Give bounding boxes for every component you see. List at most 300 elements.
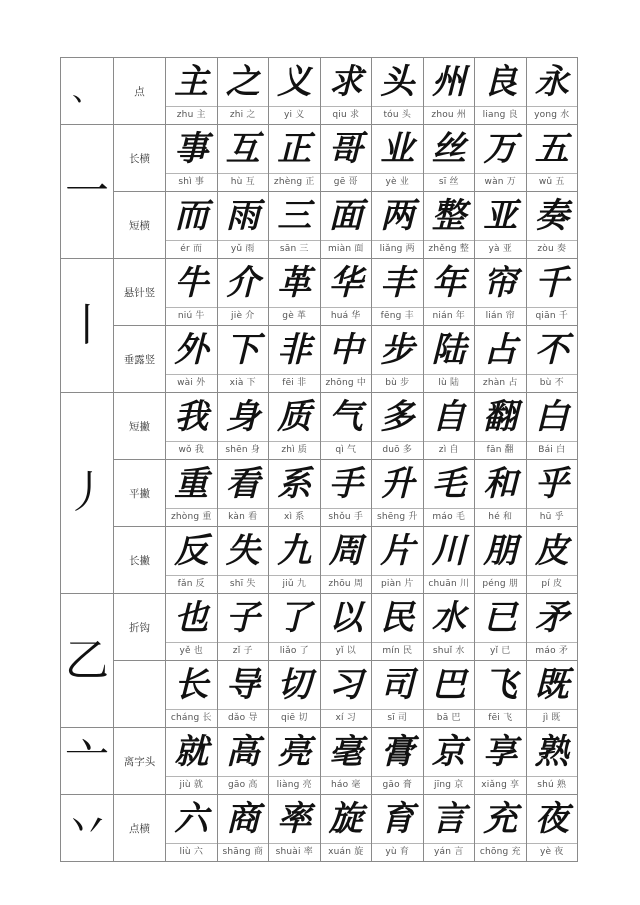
pinyin-label: zhu 主 — [166, 106, 217, 124]
character-box — [527, 326, 578, 392]
character-box — [321, 259, 372, 325]
pinyin-label: niú 牛 — [166, 307, 217, 325]
character-box — [269, 460, 320, 526]
character-cell — [423, 125, 475, 192]
table-row — [61, 393, 578, 460]
character-cell — [217, 795, 269, 862]
example-character: 不 — [534, 330, 569, 370]
pinyin-label: liù 六 — [166, 843, 217, 861]
example-character: 我 — [174, 397, 209, 437]
character-cell — [526, 460, 578, 527]
example-character: 巴 — [431, 665, 466, 705]
pinyin-label: cháng 长 — [166, 709, 217, 727]
character-cell — [372, 795, 424, 862]
pinyin-label: liàng 亮 — [269, 776, 320, 794]
pinyin-label: zòu 奏 — [527, 240, 578, 258]
example-character: 永 — [534, 62, 569, 102]
example-character: 牛 — [174, 263, 209, 303]
example-character: 充 — [483, 799, 518, 839]
character-box — [269, 393, 320, 459]
pinyin-label: qiē 切 — [269, 709, 320, 727]
example-character: 子 — [225, 598, 260, 638]
pinyin-label: xià 下 — [218, 374, 269, 392]
character-cell — [269, 393, 321, 460]
character-box — [166, 594, 217, 660]
pinyin-label: lián 帘 — [475, 307, 526, 325]
stroke-type-label: 长撇 — [114, 527, 166, 594]
character-box — [424, 192, 475, 258]
example-character: 手 — [328, 464, 363, 504]
character-cell — [269, 326, 321, 393]
example-character: 而 — [174, 196, 209, 236]
character-cell — [475, 393, 527, 460]
character-cell — [372, 594, 424, 661]
example-character: 良 — [483, 62, 518, 102]
character-box — [475, 728, 526, 794]
pinyin-label: xí 习 — [321, 709, 372, 727]
example-character: 和 — [483, 464, 518, 504]
example-character: 言 — [431, 799, 466, 839]
pinyin-label: bā 巴 — [424, 709, 475, 727]
example-character: 互 — [225, 129, 260, 169]
pinyin-label: zhi 之 — [218, 106, 269, 124]
pinyin-label: yán 言 — [424, 843, 475, 861]
pinyin-label: wàn 万 — [475, 173, 526, 191]
example-character: 革 — [277, 263, 312, 303]
example-character: 以 — [328, 598, 363, 638]
character-box — [372, 527, 423, 593]
character-cell — [217, 326, 269, 393]
character-box — [218, 192, 269, 258]
character-cell — [269, 728, 321, 795]
table-row — [61, 527, 578, 594]
character-box — [372, 192, 423, 258]
example-character: 下 — [225, 330, 260, 370]
example-character: 义 — [277, 62, 312, 102]
example-character: 毛 — [431, 464, 466, 504]
pinyin-label: qiu 求 — [321, 106, 372, 124]
character-cell — [372, 192, 424, 259]
character-cell — [320, 326, 372, 393]
example-character: 川 — [431, 531, 466, 571]
character-box — [166, 192, 217, 258]
pinyin-label: shēn 身 — [218, 441, 269, 459]
character-cell — [475, 460, 527, 527]
pinyin-label: yè 夜 — [527, 843, 578, 861]
pinyin-label: zhì 质 — [269, 441, 320, 459]
character-box — [218, 393, 269, 459]
character-cell — [526, 125, 578, 192]
character-box — [424, 527, 475, 593]
table-row — [61, 795, 578, 862]
character-cell — [423, 259, 475, 326]
character-cell — [269, 527, 321, 594]
character-box — [372, 125, 423, 191]
pinyin-label: mín 民 — [372, 642, 423, 660]
pinyin-label: yè 业 — [372, 173, 423, 191]
character-box — [527, 259, 578, 325]
example-character: 雨 — [225, 196, 260, 236]
pinyin-label: liǎo 了 — [269, 642, 320, 660]
pinyin-label: gāo 高 — [218, 776, 269, 794]
example-character: 了 — [277, 598, 312, 638]
pinyin-label: jiè 介 — [218, 307, 269, 325]
character-cell — [423, 527, 475, 594]
stroke-type-label: 垂露竖 — [114, 326, 166, 393]
example-character: 飞 — [483, 665, 518, 705]
character-box — [166, 393, 217, 459]
example-character: 商 — [225, 799, 260, 839]
character-box — [372, 326, 423, 392]
example-character: 州 — [431, 62, 466, 102]
character-box — [218, 594, 269, 660]
stroke-type-label: 短撇 — [114, 393, 166, 460]
pinyin-label: zhòng 重 — [166, 508, 217, 526]
character-cell — [217, 594, 269, 661]
character-cell — [217, 460, 269, 527]
character-cell — [269, 460, 321, 527]
character-cell — [217, 125, 269, 192]
character-cell — [475, 58, 527, 125]
pinyin-label: shuài 率 — [269, 843, 320, 861]
character-cell — [526, 259, 578, 326]
example-character: 矛 — [534, 598, 569, 638]
example-character: 业 — [380, 129, 415, 169]
pinyin-label: sī 司 — [372, 709, 423, 727]
character-cell — [166, 259, 218, 326]
pinyin-label: fēi 非 — [269, 374, 320, 392]
character-cell — [166, 728, 218, 795]
character-cell — [269, 192, 321, 259]
pinyin-label: bù 步 — [372, 374, 423, 392]
pinyin-label: liang 良 — [475, 106, 526, 124]
example-character: 切 — [277, 665, 312, 705]
character-cell — [166, 795, 218, 862]
pinyin-label: yě 也 — [166, 642, 217, 660]
example-character: 九 — [277, 531, 312, 571]
character-cell — [166, 460, 218, 527]
character-box — [372, 594, 423, 660]
character-cell — [372, 326, 424, 393]
example-character: 白 — [534, 397, 569, 437]
character-box — [424, 594, 475, 660]
example-character: 五 — [534, 129, 569, 169]
pinyin-label: fān 翻 — [475, 441, 526, 459]
character-cell — [166, 527, 218, 594]
example-character: 非 — [277, 330, 312, 370]
pinyin-label: zhōu 周 — [321, 575, 372, 593]
example-character: 乎 — [534, 464, 569, 504]
example-character: 民 — [380, 598, 415, 638]
example-character: 事 — [174, 129, 209, 169]
character-cell — [269, 594, 321, 661]
character-cell — [166, 594, 218, 661]
character-cell — [372, 661, 424, 728]
table-row — [61, 728, 578, 795]
pinyin-label: yǔ 雨 — [218, 240, 269, 258]
character-cell — [372, 728, 424, 795]
pinyin-label: xì 系 — [269, 508, 320, 526]
table-row — [61, 661, 578, 728]
example-character: 系 — [277, 464, 312, 504]
example-character: 气 — [328, 397, 363, 437]
example-character: 膏 — [380, 732, 415, 772]
character-cell — [475, 192, 527, 259]
example-character: 丰 — [380, 263, 415, 303]
character-box — [166, 661, 217, 727]
pinyin-label: zǐ 子 — [218, 642, 269, 660]
example-character: 也 — [174, 598, 209, 638]
character-cell — [372, 58, 424, 125]
character-cell — [423, 728, 475, 795]
stroke-type-label: 平撇 — [114, 460, 166, 527]
character-box — [218, 661, 269, 727]
example-character: 亮 — [277, 732, 312, 772]
character-box — [269, 594, 320, 660]
pinyin-label: chōng 充 — [475, 843, 526, 861]
character-box — [218, 259, 269, 325]
example-character: 翻 — [483, 397, 518, 437]
character-cell — [217, 259, 269, 326]
pinyin-label: qiān 千 — [527, 307, 578, 325]
pinyin-label: shú 熟 — [527, 776, 578, 794]
pinyin-label: péng 朋 — [475, 575, 526, 593]
stroke-type-label: 点横 — [114, 795, 166, 862]
pinyin-label: hū 乎 — [527, 508, 578, 526]
character-cell — [320, 460, 372, 527]
example-character: 介 — [225, 263, 260, 303]
character-box — [527, 594, 578, 660]
example-character: 两 — [380, 196, 415, 236]
example-character: 高 — [225, 732, 260, 772]
table-row — [61, 58, 578, 125]
character-cell — [269, 259, 321, 326]
character-cell — [372, 125, 424, 192]
example-character: 求 — [328, 62, 363, 102]
pinyin-label: sān 三 — [269, 240, 320, 258]
character-box — [475, 259, 526, 325]
character-cell — [475, 125, 527, 192]
character-box — [424, 326, 475, 392]
pinyin-label: yong 水 — [527, 106, 578, 124]
example-character: 三 — [277, 196, 312, 236]
stroke-type-label: 离字头 — [114, 728, 166, 795]
character-box — [372, 460, 423, 526]
character-cell — [526, 393, 578, 460]
character-box — [372, 393, 423, 459]
character-cell — [372, 527, 424, 594]
character-cell — [217, 393, 269, 460]
character-cell — [526, 527, 578, 594]
example-character: 长 — [174, 665, 209, 705]
character-cell — [475, 527, 527, 594]
character-cell — [217, 58, 269, 125]
pinyin-label: wài 外 — [166, 374, 217, 392]
example-character: 享 — [483, 732, 518, 772]
character-box — [372, 661, 423, 727]
character-box — [475, 460, 526, 526]
example-character: 育 — [380, 799, 415, 839]
example-character: 头 — [380, 62, 415, 102]
character-cell — [320, 594, 372, 661]
example-character: 身 — [225, 397, 260, 437]
pinyin-label: yǐ 已 — [475, 642, 526, 660]
character-box — [372, 795, 423, 861]
character-box — [372, 259, 423, 325]
character-box — [166, 58, 217, 124]
pinyin-label: zhěng 整 — [424, 240, 475, 258]
pinyin-label: shuǐ 水 — [424, 642, 475, 660]
character-box — [269, 728, 320, 794]
character-box — [527, 125, 578, 191]
example-character: 看 — [225, 464, 260, 504]
example-character: 自 — [431, 397, 466, 437]
pinyin-label: bù 不 — [527, 374, 578, 392]
example-character: 奏 — [534, 196, 569, 236]
example-character: 反 — [174, 531, 209, 571]
pinyin-label: Bái 白 — [527, 441, 578, 459]
character-cell — [475, 728, 527, 795]
character-box — [527, 393, 578, 459]
table-row — [61, 594, 578, 661]
character-box — [166, 125, 217, 191]
pinyin-label: jiǔ 九 — [269, 575, 320, 593]
pinyin-label: zhōng 中 — [321, 374, 372, 392]
character-box — [527, 460, 578, 526]
pinyin-label: jīng 京 — [424, 776, 475, 794]
example-character: 年 — [431, 263, 466, 303]
example-character: 就 — [174, 732, 209, 772]
character-cell — [372, 393, 424, 460]
example-character: 周 — [328, 531, 363, 571]
character-cell — [475, 326, 527, 393]
stroke-symbol: 丨 — [61, 259, 114, 393]
pinyin-label: fēng 丰 — [372, 307, 423, 325]
character-cell — [423, 58, 475, 125]
stroke-symbol: 一 — [61, 125, 114, 259]
character-cell — [475, 594, 527, 661]
stroke-symbol: 丷 — [61, 795, 114, 862]
example-character: 万 — [483, 129, 518, 169]
example-character: 中 — [328, 330, 363, 370]
example-character: 外 — [174, 330, 209, 370]
example-character: 之 — [225, 62, 260, 102]
pinyin-label: háo 毫 — [321, 776, 372, 794]
character-cell — [423, 393, 475, 460]
pinyin-label: qì 气 — [321, 441, 372, 459]
table-row — [61, 326, 578, 393]
character-box — [424, 661, 475, 727]
character-box — [321, 527, 372, 593]
pinyin-label: liǎng 两 — [372, 240, 423, 258]
pinyin-label: zhèng 正 — [269, 173, 320, 191]
character-cell — [166, 393, 218, 460]
character-box — [321, 58, 372, 124]
character-cell — [320, 527, 372, 594]
pinyin-label: wǔ 五 — [527, 173, 578, 191]
character-cell — [423, 192, 475, 259]
pinyin-label: gè 革 — [269, 307, 320, 325]
pinyin-label: zhàn 占 — [475, 374, 526, 392]
character-box — [527, 58, 578, 124]
character-box — [218, 326, 269, 392]
character-box — [372, 728, 423, 794]
character-cell — [526, 58, 578, 125]
character-box — [166, 728, 217, 794]
stroke-symbol: 亠 — [61, 728, 114, 795]
character-cell — [423, 460, 475, 527]
table-row — [61, 259, 578, 326]
character-box — [218, 728, 269, 794]
character-cell — [166, 125, 218, 192]
pinyin-label: yù 育 — [372, 843, 423, 861]
example-character: 片 — [380, 531, 415, 571]
character-box — [218, 527, 269, 593]
example-character: 步 — [380, 330, 415, 370]
character-cell — [423, 326, 475, 393]
example-character: 华 — [328, 263, 363, 303]
character-box — [269, 125, 320, 191]
pinyin-label: pí 皮 — [527, 575, 578, 593]
pinyin-label: shǒu 手 — [321, 508, 372, 526]
pinyin-label: yǐ 以 — [321, 642, 372, 660]
calligraphy-practice-table — [60, 57, 578, 862]
pinyin-label: jì 既 — [527, 709, 578, 727]
character-cell — [217, 661, 269, 728]
character-cell — [217, 192, 269, 259]
example-character: 旋 — [328, 799, 363, 839]
character-box — [321, 393, 372, 459]
pinyin-label: miàn 面 — [321, 240, 372, 258]
example-character: 帘 — [483, 263, 518, 303]
pinyin-label: hù 互 — [218, 173, 269, 191]
character-box — [166, 527, 217, 593]
character-cell — [217, 728, 269, 795]
example-character: 失 — [225, 531, 260, 571]
character-cell — [320, 192, 372, 259]
character-cell — [320, 795, 372, 862]
character-box — [166, 259, 217, 325]
table-row — [61, 192, 578, 259]
example-character: 熟 — [534, 732, 569, 772]
example-character: 朋 — [483, 531, 518, 571]
pinyin-label: ér 而 — [166, 240, 217, 258]
table-body — [61, 58, 578, 862]
example-character: 既 — [534, 665, 569, 705]
example-character: 导 — [225, 665, 260, 705]
pinyin-label: shī 失 — [218, 575, 269, 593]
character-box — [475, 527, 526, 593]
stroke-type-label: 短横 — [114, 192, 166, 259]
character-box — [527, 527, 578, 593]
example-character: 率 — [277, 799, 312, 839]
character-box — [475, 594, 526, 660]
pinyin-label: máo 毛 — [424, 508, 475, 526]
pinyin-label: fēi 飞 — [475, 709, 526, 727]
character-box — [527, 192, 578, 258]
character-box — [475, 58, 526, 124]
character-box — [166, 460, 217, 526]
pinyin-label: zhou 州 — [424, 106, 475, 124]
stroke-symbol: 丿 — [61, 393, 114, 594]
character-box — [424, 728, 475, 794]
character-cell — [320, 661, 372, 728]
character-cell — [320, 728, 372, 795]
character-cell — [475, 259, 527, 326]
example-character: 夜 — [534, 799, 569, 839]
character-cell — [526, 728, 578, 795]
character-box — [321, 728, 372, 794]
